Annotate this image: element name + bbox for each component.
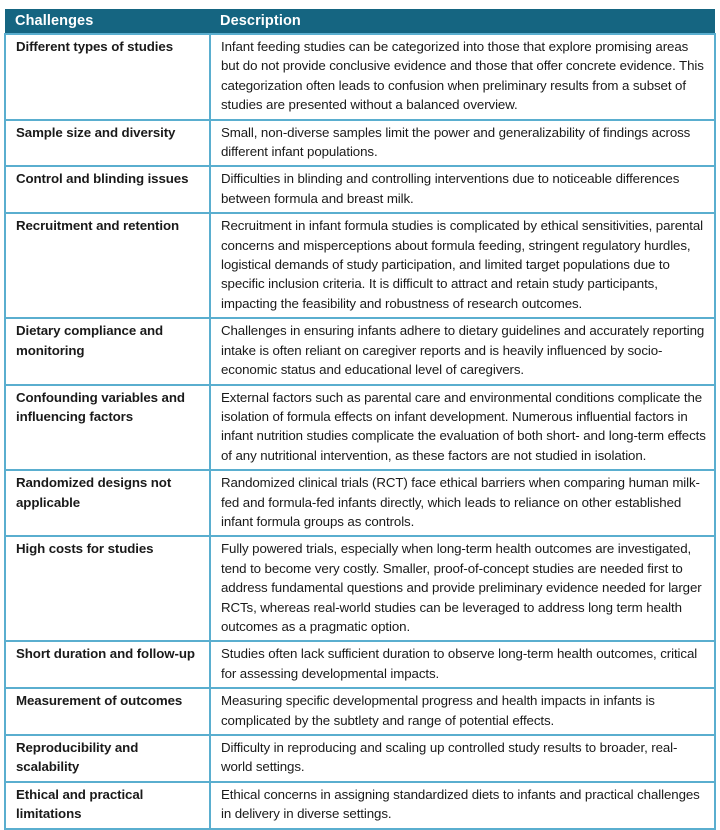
description-cell: Studies often lack sufficient duration to observe long-term health outcomes, critical for assessing developmental impacts. [210, 641, 715, 688]
description-cell: Difficulties in blinding and controlling interventions due to noticeable differences between formula and breast milk. [210, 166, 715, 213]
table-row [5, 34, 715, 120]
description-cell: Recruitment in infant formula studies is complicated by ethical sensitivities, parental concerns and misperceptions about formula feeding, stringent regulatory hurdles, logistical demands of study participation, and limited target populations due to specific inclusion criteria. It is difficult to attract and retain study participants, impacting the feasibility and robustness of research outcomes. [210, 213, 715, 318]
table-row [5, 782, 715, 829]
description-cell: Randomized clinical trials (RCT) face ethical barriers when comparing human milk-fed and formula-fed infants directly, which leads to reliance on other established infant formula groups as controls. [210, 470, 715, 536]
column-header-challenges: Challenges [5, 9, 210, 34]
description-cell: External factors such as parental care and environmental conditions complicate the isolation of formula effects on infant development. Numerous influential factors in infant nutrition studies complicate the evaluation of both short- and long-term effects of any nutritional intervention, as these factors are not studied in isolation. [210, 385, 715, 471]
challenges-table [4, 9, 716, 830]
challenge-cell: Control and blinding issues [5, 166, 210, 213]
description-cell: Small, non-diverse samples limit the power and generalizability of findings across different infant populations. [210, 120, 715, 167]
table-row [5, 318, 715, 384]
description-cell: Infant feeding studies can be categorized into those that explore promising areas but do not provide conclusive evidence and those that offer concrete evidence. This categorization often leads to confusion when preliminary results from a subset of studies are presented without a balanced overview. [210, 34, 715, 120]
description-cell: Difficulty in reproducing and scaling up controlled study results to broader, real-world settings. [210, 735, 715, 782]
table-row [5, 213, 715, 318]
table-row [5, 688, 715, 735]
table-row [5, 385, 715, 471]
column-header-description: Description [210, 9, 715, 34]
description-cell: Ethical concerns in assigning standardized diets to infants and practical challenges in delivery in diverse settings. [210, 782, 715, 829]
challenge-cell: Ethical and practical limitations [5, 782, 210, 829]
challenge-cell: Confounding variables and influencing factors [5, 385, 210, 471]
challenge-cell: Different types of studies [5, 34, 210, 120]
header-row [5, 9, 715, 34]
table-row [5, 120, 715, 167]
challenge-cell: Randomized designs not applicable [5, 470, 210, 536]
table-row [5, 641, 715, 688]
challenge-cell: Short duration and follow-up [5, 641, 210, 688]
description-cell: Challenges in ensuring infants adhere to dietary guidelines and accurately reporting intake is often reliant on caregiver reports and is heavily influenced by socio-economic status and educational level of caregivers. [210, 318, 715, 384]
challenge-cell: High costs for studies [5, 536, 210, 641]
challenge-cell: Recruitment and retention [5, 213, 210, 318]
description-cell: Measuring specific developmental progress and health impacts in infants is complicated by the subtlety and range of potential effects. [210, 688, 715, 735]
challenge-cell: Dietary compliance and monitoring [5, 318, 210, 384]
challenge-cell: Sample size and diversity [5, 120, 210, 167]
description-cell: Fully powered trials, especially when long-term health outcomes are investigated, tend to become very costly. Smaller, proof-of-concept studies are needed first to address fundamental questions and provide preliminary evidence needed for larger RCTs, whereas real-world studies can be leveraged to address long term health outcomes as a pragmatic option. [210, 536, 715, 641]
challenge-cell: Measurement of outcomes [5, 688, 210, 735]
table-row [5, 735, 715, 782]
challenge-cell: Reproducibility and scalability [5, 735, 210, 782]
table-row [5, 470, 715, 536]
table-body [5, 34, 715, 829]
table-row [5, 536, 715, 641]
table-row [5, 166, 715, 213]
